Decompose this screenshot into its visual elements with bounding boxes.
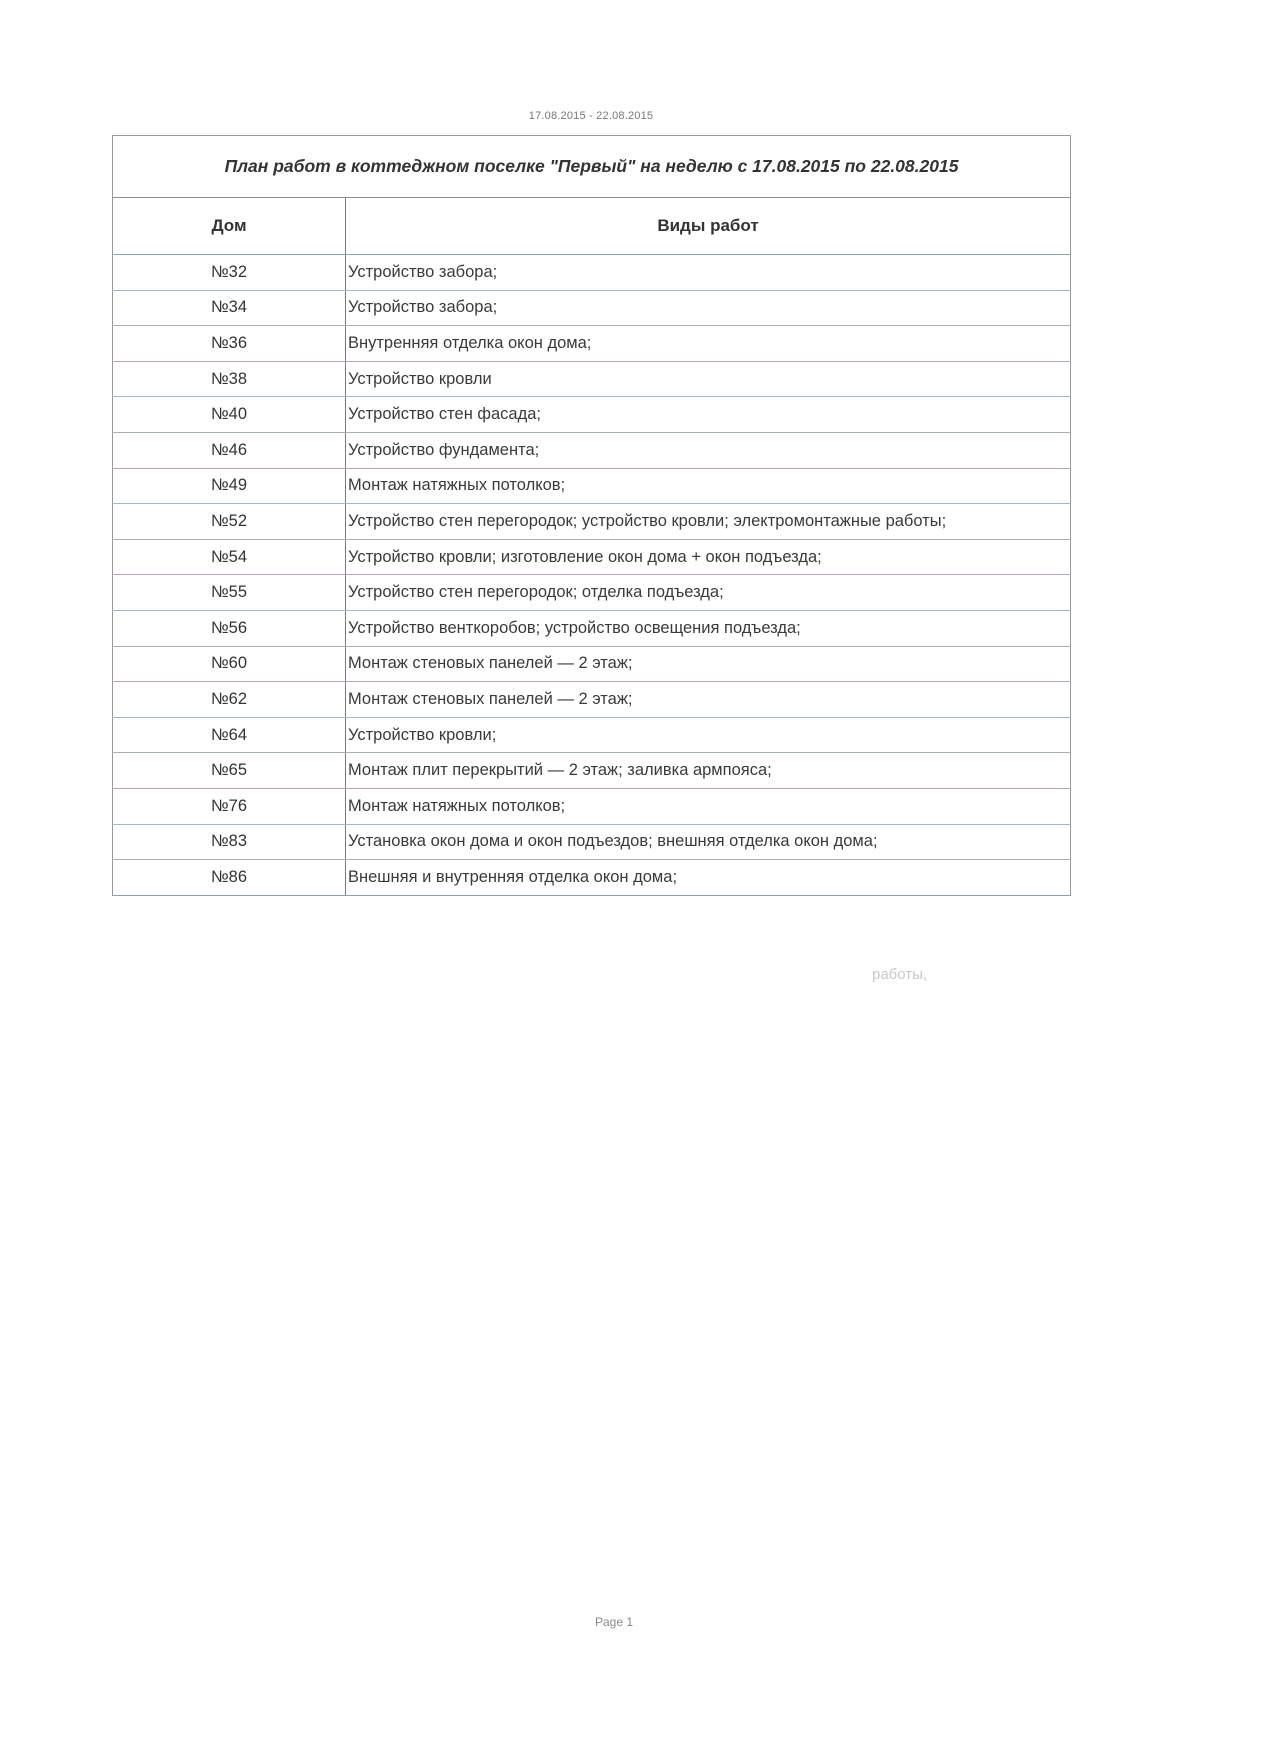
- work-description-cell: Монтаж плит перекрытий — 2 этаж; заливка армпояса;: [346, 753, 1071, 789]
- house-number-cell: №36: [113, 326, 346, 362]
- work-description-cell: Устройство венткоробов; устройство освещения подъезда;: [346, 610, 1071, 646]
- house-number-cell: №40: [113, 397, 346, 433]
- house-number-cell: №46: [113, 432, 346, 468]
- table-row: [113, 397, 1071, 433]
- table-row: [113, 290, 1071, 326]
- house-number-cell: №64: [113, 717, 346, 753]
- table-row: [113, 539, 1071, 575]
- table-row: [113, 468, 1071, 504]
- work-description-cell: Устройство забора;: [346, 290, 1071, 326]
- work-description-cell: Монтаж стеновых панелей — 2 этаж;: [346, 682, 1071, 718]
- table-row: [113, 432, 1071, 468]
- page-number-footer: Page 1: [594, 1615, 634, 1629]
- table-row: [113, 326, 1071, 362]
- work-description-cell: Установка окон дома и окон подъездов; внешняя отделка окон дома;: [346, 824, 1071, 860]
- house-number-cell: №76: [113, 788, 346, 824]
- house-number-cell: №38: [113, 361, 346, 397]
- work-description-cell: Монтаж стеновых панелей — 2 этаж;: [346, 646, 1071, 682]
- faint-bleed-through-text: работы,: [872, 966, 928, 983]
- table-row: [113, 682, 1071, 718]
- house-number-cell: №62: [113, 682, 346, 718]
- table-row: [113, 824, 1071, 860]
- table-row: [113, 788, 1071, 824]
- table-row: [113, 361, 1071, 397]
- house-number-cell: №65: [113, 753, 346, 789]
- work-plan-table: [112, 135, 1071, 896]
- work-description-cell: Устройство стен фасада;: [346, 397, 1071, 433]
- house-number-cell: №49: [113, 468, 346, 504]
- house-number-cell: №60: [113, 646, 346, 682]
- house-number-cell: №34: [113, 290, 346, 326]
- work-description-cell: Внутренняя отделка окон дома;: [346, 326, 1071, 362]
- table-title: План работ в коттеджном поселке "Первый" на неделю с 17.08.2015 по 22.08.2015: [113, 136, 1071, 198]
- page-header-date-range: 17.08.2015 - 22.08.2015: [528, 110, 654, 122]
- house-number-cell: №32: [113, 255, 346, 291]
- work-description-cell: Устройство стен перегородок; отделка подъезда;: [346, 575, 1071, 611]
- house-number-cell: №56: [113, 610, 346, 646]
- work-description-cell: Устройство кровли; изготовление окон дома + окон подъезда;: [346, 539, 1071, 575]
- work-description-cell: Монтаж натяжных потолков;: [346, 788, 1071, 824]
- work-description-cell: Устройство кровли;: [346, 717, 1071, 753]
- work-description-cell: Монтаж натяжных потолков;: [346, 468, 1071, 504]
- work-description-cell: Устройство забора;: [346, 255, 1071, 291]
- table-row: [113, 646, 1071, 682]
- house-number-cell: №83: [113, 824, 346, 860]
- work-description-cell: Устройство кровли: [346, 361, 1071, 397]
- column-header-house: Дом: [113, 198, 346, 255]
- column-header-work-types: Виды работ: [346, 198, 1071, 255]
- work-description-cell: Устройство стен перегородок; устройство кровли; электромонтажные работы;: [346, 504, 1071, 540]
- house-number-cell: №54: [113, 539, 346, 575]
- table-row: [113, 575, 1071, 611]
- work-description-cell: Внешняя и внутренняя отделка окон дома;: [346, 860, 1071, 896]
- table-row: [113, 504, 1071, 540]
- table-row: [113, 717, 1071, 753]
- house-number-cell: №86: [113, 860, 346, 896]
- table-row: [113, 860, 1071, 896]
- house-number-cell: №52: [113, 504, 346, 540]
- house-number-cell: №55: [113, 575, 346, 611]
- table-row: [113, 753, 1071, 789]
- table-row: [113, 610, 1071, 646]
- work-description-cell: Устройство фундамента;: [346, 432, 1071, 468]
- table-row: [113, 255, 1071, 291]
